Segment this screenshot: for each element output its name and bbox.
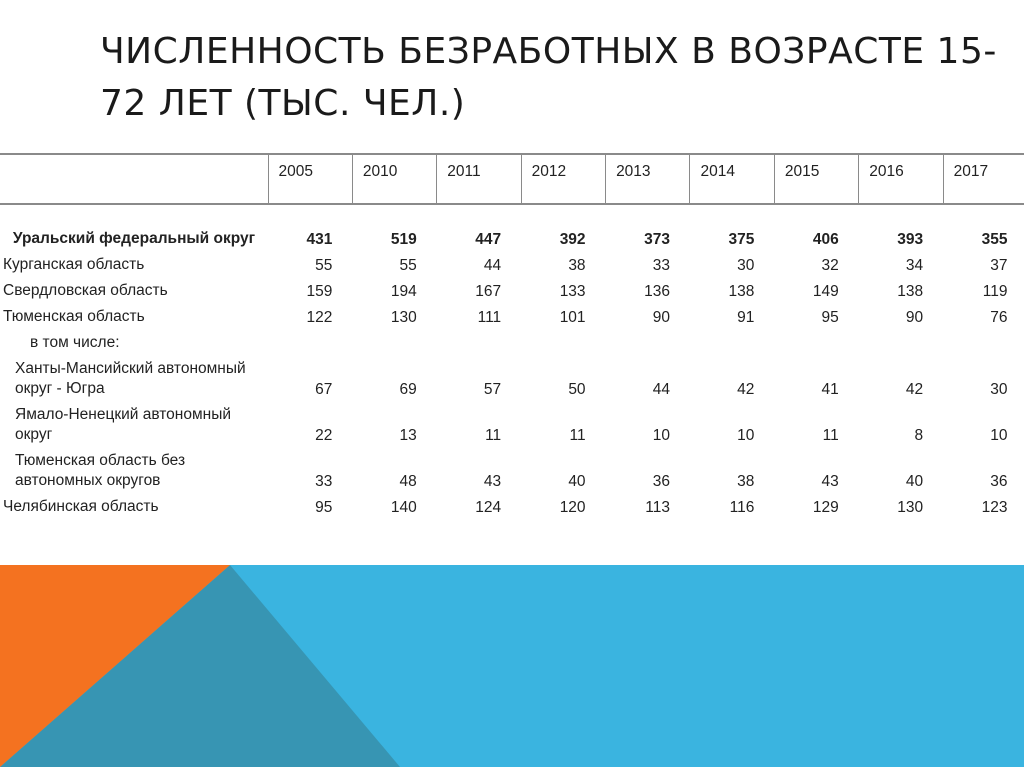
table-cell: 57 (483, 381, 502, 398)
table-row (0, 445, 1024, 491)
table-cell: 38 (568, 257, 586, 274)
table-cell: 136 (644, 283, 670, 300)
row-name: Курганская область (3, 256, 145, 273)
table-cell: 43 (821, 473, 839, 490)
table-cell: 67 (315, 381, 333, 398)
table-row-total (0, 204, 1024, 249)
table-cell: 393 (897, 231, 924, 248)
table-cell: 37 (990, 257, 1008, 274)
table-cell: 431 (306, 231, 333, 248)
table-cell: 36 (652, 473, 670, 490)
table-cell (606, 327, 690, 353)
table-cell (943, 327, 1024, 353)
table-cell: 55 (315, 257, 333, 274)
row-name: в том числе: (30, 334, 120, 351)
year-header: 2010 (352, 154, 436, 204)
year-header: 2017 (943, 154, 1024, 204)
table-cell: 130 (390, 309, 417, 326)
slide-title: ЧИСЛЕННОСТЬ БЕЗРАБОТНЫХ В ВОЗРАСТЕ 15-72 ЛЕТ (ТЫС. ЧЕЛ.) (100, 31, 997, 124)
year-header: 2014 (690, 154, 774, 204)
table-cell: 355 (981, 231, 1008, 248)
table-cell: 43 (483, 473, 502, 490)
table-cell: 33 (652, 257, 670, 274)
table-cell: 44 (483, 257, 502, 274)
table-cell: 91 (737, 309, 755, 326)
year-header: 2015 (774, 154, 858, 204)
table-cell: 95 (315, 499, 333, 516)
table-cell: 373 (644, 231, 670, 248)
table-cell: 41 (821, 381, 839, 398)
table-cell: 10 (652, 427, 670, 444)
table-cell: 130 (897, 499, 924, 516)
table-cell (352, 327, 436, 353)
table-cell: 111 (477, 309, 502, 326)
table-cell: 375 (728, 231, 755, 248)
table-cell: 90 (905, 309, 924, 326)
table-cell: 36 (990, 473, 1008, 490)
year-header: 2012 (521, 154, 605, 204)
table-cell: 11 (485, 427, 502, 444)
table-cell: 40 (568, 473, 586, 490)
table-cell: 33 (315, 473, 333, 490)
row-name: Свердловская область (3, 282, 168, 299)
table-cell: 138 (728, 283, 755, 300)
table-cell (690, 327, 774, 353)
table-row (0, 301, 1024, 327)
table-cell: 129 (812, 499, 839, 516)
table-cell: 123 (981, 499, 1008, 516)
table-cell: 167 (475, 283, 502, 300)
table-cell: 34 (905, 257, 924, 274)
table-cell: 10 (737, 427, 755, 444)
row-name: Ханты-Мансийский автономный округ - Югра (15, 360, 246, 397)
table-cell: 159 (306, 283, 333, 300)
table-cell: 120 (559, 499, 586, 516)
table-cell: 13 (399, 427, 417, 444)
table-cell: 519 (390, 231, 417, 248)
table-cell: 76 (990, 309, 1008, 326)
table-cell: 40 (905, 473, 924, 490)
table-cell: 122 (306, 309, 333, 326)
table-cell: 42 (905, 381, 924, 398)
table-cell: 44 (652, 381, 670, 398)
table-row (0, 249, 1024, 275)
table-cell: 447 (475, 231, 502, 248)
table-cell: 406 (812, 231, 839, 248)
table-cell: 32 (821, 257, 839, 274)
table-cell: 95 (821, 309, 839, 326)
year-header: 2011 (437, 154, 521, 204)
table-cell: 42 (737, 381, 755, 398)
row-name: Тюменская область без автономных округов (15, 452, 186, 489)
table-cell: 194 (390, 283, 417, 300)
table-cell: 124 (475, 499, 502, 516)
table-cell: 113 (645, 499, 670, 516)
table-cell: 140 (390, 499, 417, 516)
table-cell: 30 (990, 381, 1008, 398)
table-cell: 11 (569, 427, 586, 444)
table-cell: 149 (812, 283, 839, 300)
unemployment-table (0, 153, 1024, 517)
table-cell (859, 327, 943, 353)
table-cell (437, 327, 521, 353)
row-name: Тюменская область (3, 308, 145, 325)
table-cell: 11 (822, 427, 839, 444)
table-cell: 55 (399, 257, 417, 274)
table-cell: 392 (559, 231, 586, 248)
table-cell: 8 (914, 427, 924, 444)
table-cell: 138 (897, 283, 924, 300)
row-name: Челябинская область (3, 498, 159, 515)
table-row-subheading (0, 327, 1024, 353)
table-cell: 50 (568, 381, 586, 398)
table-row (0, 399, 1024, 445)
row-name: Ямало-Ненецкий автономный округ (15, 406, 232, 443)
decorative-footer-shapes (0, 565, 1024, 767)
table-row (0, 491, 1024, 517)
row-name: Уральский федеральный округ (12, 230, 256, 247)
table-cell (774, 327, 858, 353)
year-header: 2013 (606, 154, 690, 204)
year-header: 2016 (859, 154, 943, 204)
table-header-row (0, 154, 1024, 204)
table-cell (268, 327, 352, 353)
table-row (0, 275, 1024, 301)
table-row (0, 353, 1024, 399)
table-cell: 22 (315, 427, 333, 444)
table-cell: 10 (990, 427, 1008, 444)
table-cell: 69 (399, 381, 417, 398)
table-cell: 119 (982, 283, 1008, 300)
table-cell (521, 327, 605, 353)
table-cell: 48 (399, 473, 417, 490)
table-cell: 116 (729, 499, 755, 516)
table-cell: 133 (559, 283, 586, 300)
table-cell: 101 (559, 309, 586, 326)
table-cell: 90 (652, 309, 670, 326)
year-header: 2005 (268, 154, 352, 204)
table-cell: 38 (737, 473, 755, 490)
header-corner-cell (0, 154, 268, 204)
table-cell: 30 (737, 257, 755, 274)
